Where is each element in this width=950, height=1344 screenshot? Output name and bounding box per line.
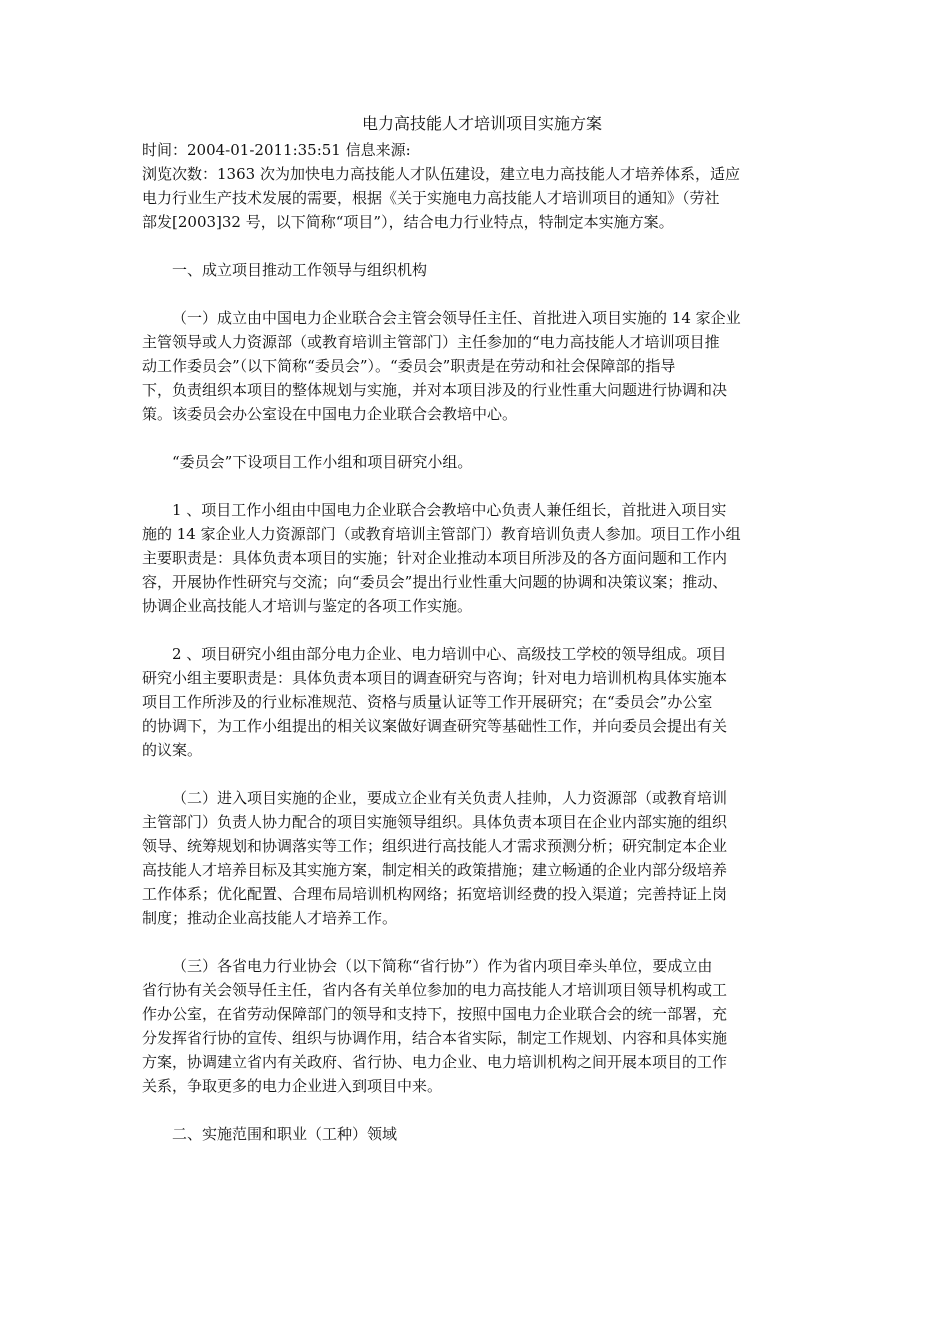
paragraph-line: 制度；推动企业高技能人才培养工作。 — [142, 909, 398, 927]
paragraph-line: 施的 14 家企业人力资源部门（或教育培训主管部门）教育培训负责人参加。项目工作小组 — [142, 525, 741, 543]
paragraph-line: 策。该委员会办公室设在中国电力企业联合会教培中心。 — [142, 405, 518, 423]
paragraph-line: （一）成立由中国电力企业联合会主管会领导任主任、首批进入项目实施的 14 家企业 — [172, 309, 741, 327]
paragraph-line: 主管部门）负责人协力配合的项目实施领导组织。具体负责本项目在企业内部实施的组织 — [142, 813, 728, 831]
paragraph-line: 关系，争取更多的电力企业进入到项目中来。 — [142, 1077, 443, 1095]
paragraph-line: 的协调下，为工作小组提出的相关议案做好调查研究等基础性工作，并向委员会提出有关 — [142, 717, 728, 735]
section-heading-1: 一、成立项目推动工作领导与组织机构 — [172, 261, 428, 279]
intro-line: 浏览次数：1363 次为加快电力高技能人才队伍建设，建立电力高技能人才培养体系，适应 — [142, 165, 740, 183]
paragraph-line: 分发挥省行协的宣传、组织与协调作用，结合本省实际，制定工作规划、内容和具体实施 — [142, 1029, 728, 1047]
paragraph-line: （三）各省电力行业协会（以下简称“省行协”）作为省内项目牵头单位，要成立由 — [172, 957, 713, 975]
meta-line: 时间：2004-01-2011:35:51 信息来源: — [142, 141, 411, 159]
paragraph-line: 容，开展协作性研究与交流；向“委员会”提出行业性重大问题的协调和决策议案；推动、 — [142, 573, 728, 591]
document-page — [142, 112, 822, 1146]
paragraph-line: 动工作委员会”（以下简称“委员会”）。“委员会”职责是在劳动和社会保障部的指导 — [142, 357, 676, 375]
paragraph-line: 项目工作所涉及的行业标准规范、资格与质量认证等工作开展研究；在“委员会”办公室 — [142, 693, 713, 711]
paragraph-line: 的议案。 — [142, 741, 203, 759]
document-title: 电力高技能人才培训项目实施方案 — [361, 114, 602, 133]
paragraph-line: 下，负责组织本项目的整体规划与实施，并对本项目涉及的行业性重大问题进行协调和决 — [142, 381, 728, 399]
paragraph-line: 工作体系；优化配置、合理布局培训机构网络；拓宽培训经费的投入渠道；完善持证上岗 — [142, 885, 728, 903]
paragraph-line: 2 、项目研究小组由部分电力企业、电力培训中心、高级技工学校的领导组成。项目 — [172, 645, 727, 663]
paragraph-enterprises — [142, 786, 822, 930]
paragraph-line: 方案，协调建立省内有关政府、省行协、电力企业、电力培训机构之间开展本项目的工作 — [142, 1053, 728, 1071]
paragraph-line: 协调企业高技能人才培训与鉴定的各项工作实施。 — [142, 597, 473, 615]
paragraph-line: 主要职责是：具体负责本项目的实施；针对企业推动本项目所涉及的各方面问题和工作内 — [142, 549, 728, 567]
paragraph-line: “委员会”下设项目工作小组和项目研究小组。 — [172, 453, 473, 471]
paragraph-research-group — [142, 642, 822, 762]
paragraph-provincial — [142, 954, 822, 1098]
paragraph-line: 主管领导或人力资源部（或教育培训主管部门）主任参加的“电力高技能人才培训项目推 — [142, 333, 720, 351]
paragraph-line: 高技能人才培养目标及其实施方案，制定相关的政策措施；建立畅通的企业内部分级培养 — [142, 861, 728, 879]
section-heading-2: 二、实施范围和职业（工种）领域 — [172, 1125, 398, 1143]
paragraph-line: 省行协有关会领导任主任，省内各有关单位参加的电力高技能人才培训项目领导机构或工 — [142, 981, 728, 999]
intro-paragraph — [142, 162, 822, 234]
paragraph-line: 研究小组主要职责是：具体负责本项目的调查研究与咨询；针对电力培训机构具体实施本 — [142, 669, 728, 687]
intro-line: 电力行业生产技术发展的需要，根据《关于实施电力高技能人才培训项目的通知》（劳社 — [142, 189, 720, 207]
paragraph-subgroups — [142, 450, 822, 474]
paragraph-committee — [142, 306, 822, 426]
paragraph-line: 1 、项目工作小组由中国电力企业联合会教培中心负责人兼任组长，首批进入项目实 — [172, 501, 727, 519]
intro-line: 部发[2003]32 号，以下简称“项目”），结合电力行业特点，特制定本实施方案。 — [142, 213, 674, 231]
paragraph-line: （二）进入项目实施的企业，要成立企业有关负责人挂帅，人力资源部（或教育培训 — [172, 789, 728, 807]
paragraph-line: 领导、统筹规划和协调落实等工作；组织进行高技能人才需求预测分析；研究制定本企业 — [142, 837, 728, 855]
paragraph-work-group — [142, 498, 822, 618]
paragraph-line: 作办公室，在省劳动保障部门的领导和支持下，按照中国电力企业联合会的统一部署，充 — [142, 1005, 728, 1023]
